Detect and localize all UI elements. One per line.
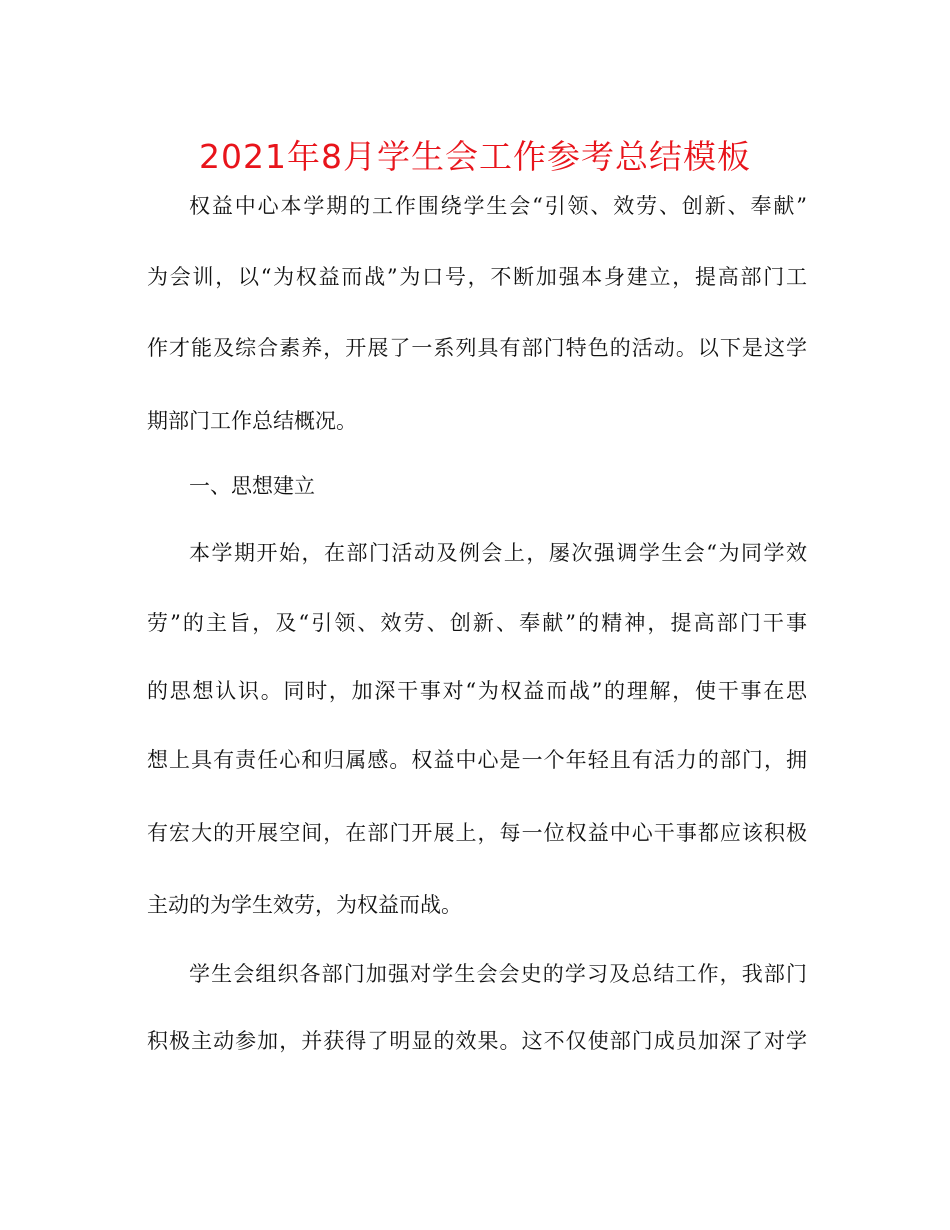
paragraph-line: 积极主动参加，并获得了明显的效果。这不仅使部门成员加深了对学 <box>147 1029 807 1053</box>
paragraph-line: 权益中心本学期的工作围绕学生会“引领、效劳、创新、奉献” <box>189 194 807 218</box>
section-heading: 一、思想建立 <box>189 474 315 498</box>
paragraph-line: 作才能及综合素养，开展了一系列具有部门特色的活动。以下是这学 <box>147 336 807 360</box>
paragraph-line: 想上具有责任心和归属感。权益中心是一个年轻且有活力的部门，拥 <box>147 748 807 772</box>
document-title: 2021年8月学生会工作参考总结模板 <box>199 137 751 176</box>
paragraph-line: 本学期开始，在部门活动及例会上，屡次强调学生会“为同学效 <box>189 541 807 565</box>
paragraph-line: 期部门工作总结概况。 <box>147 409 357 433</box>
paragraph-line: 劳”的主旨，及“引领、效劳、创新、奉献”的精神，提高部门干事 <box>147 611 807 635</box>
paragraph-line: 有宏大的开展空间，在部门开展上，每一位权益中心干事都应该积极 <box>147 821 807 845</box>
paragraph-line: 主动的为学生效劳，为权益而战。 <box>147 893 462 917</box>
paragraph-line: 的思想认识。同时，加深干事对“为权益而战”的理解，使干事在思 <box>147 679 807 703</box>
paragraph-line: 学生会组织各部门加强对学生会会史的学习及总结工作，我部门 <box>189 962 807 986</box>
paragraph-line: 为会训，以“为权益而战”为口号，不断加强本身建立，提高部门工 <box>147 265 807 289</box>
